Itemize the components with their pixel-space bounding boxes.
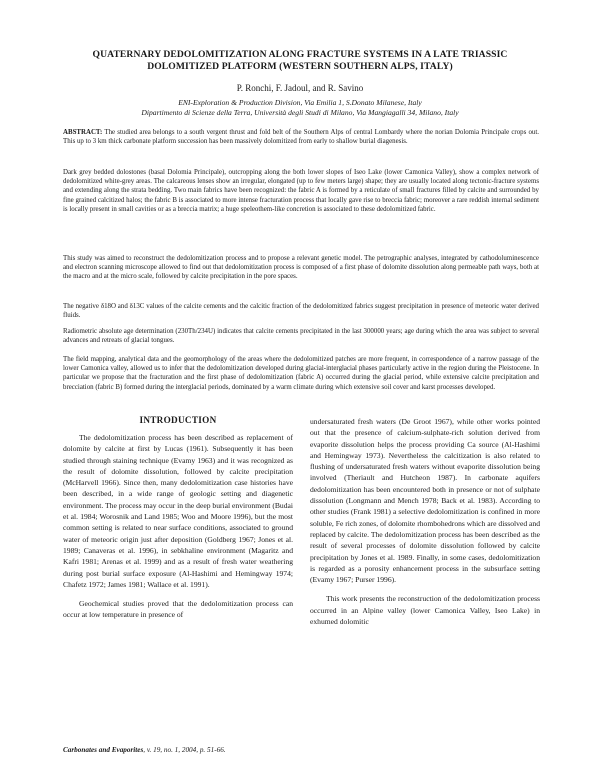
left-column	[63, 432, 293, 621]
abstract-paragraph-6: The field mapping, analytical data and the geomorphology of the areas where the dedolomitized patches are more frequent, in correspondence of a narrow passage of the lower Camonica valley, allowed us to infer that the dedolomitization developed during glacial-interglacial phases particularly active in the region during the Pleistocene. In particular we propose that the fracturation and the first phase of dedolomitization (fabric A) occurred during the glacial period, while extensive calcite precipitation and brecciation (fabric B) formed during the interglacial periods, dominated by a warm climate during which extensive soil cover and karst processes developed.	[63, 356, 539, 391]
abstract-paragraph-5: Radiometric absolute age determination (230Th/234U) indicates that calcite cements precipitated in the last 300000 years; age during which the area was subject to several advances and retreats of glacial tongues.	[63, 328, 539, 345]
intro-right-paragraph-1: undersaturated fresh waters (De Groot 1967), while other works pointed out that the presence of calcium-sulphate-rich solution derived from evaporite dissolution helps the process providing Ca source (Al-Hashimi and Hemingway 1973). Nevertheless the calcitization is also related to flushing of undersaturated fresh waters without evaporite dissolution being involved (Theriault and Hutcheon 1987). In carbonate aquifers dedolomitization has been encountered both in presence or not of sulphate dissolution (Longmann and Mench 1978; Back et al. 1983). According to other studies (Frank 1981) a selective dedolomitization is confined in more soluble, Fe rich zones, of dolomite rhombohedrons which are dissolved and replaced by calcite. The dedolomitization process has been described as the result of several processes of dolomite dissolution followed by calcite precipitation by Jones et al. 1989. Finally, in some cases, dedolomitization is regarded as a porosity enhancement process in the subsurface setting (Evamy 1967; Purser 1996).	[310, 417, 540, 585]
abstract-paragraph-3: This study was aimed to reconstruct the dedolomitization process and to propose a relevant genetic model. The petrographic analyses, integrated by cathodoluminescence and electron scanning microscope allowed to find out that dedolomitization process is composed of a first phase of dolomite dissolution along permeable path ways, both at the macro and at the micro scale, followed by calcite precipitation in the pore spaces.	[63, 255, 539, 281]
author-list: P. Ronchi, F. Jadoul, and R. Savino	[236, 83, 364, 93]
section-heading-introduction: INTRODUCTION	[139, 415, 217, 425]
journal-footer	[63, 746, 226, 754]
abstract-text-1: The studied area belongs to a south vergent thrust and fold belt of the Southern Alps of central Lombardy where the norian Dolomia Principale crops out. This up to 3 km thick carbonate platform succession has been massively dolomitized from early to shallow burial diagenesis.	[63, 129, 539, 146]
title-line-2: DOLOMITIZED PLATFORM (WESTERN SOUTHERN ALPS, ITALY)	[147, 61, 453, 72]
journal-citation: , v. 19, no. 1, 2004, p. 51-66.	[143, 746, 226, 754]
abstract-paragraph-1	[63, 128, 539, 146]
abstract-paragraph-4: The negative δ18O and δ13C values of the calcite cements and the calcitic fraction of the dedolomitized fabrics suggest precipitation in presence of meteoric water derived fluids.	[63, 303, 539, 320]
affiliations	[60, 98, 540, 118]
intro-right-paragraph-2: This work presents the reconstruction of the dedolomitization process occurred in an Alpine valley (lower Camonica Valley, Iseo Lake) in exhumed dolomitic	[310, 594, 540, 627]
affiliation-1: ENI-Exploration & Production Division, Via Emilia 1, S.Donato Milanese, Italy	[178, 98, 422, 107]
paper-title	[60, 49, 540, 73]
affiliation-2: Dipartimento di Scienze della Terra, Università degli Studi di Milano, Via Mangiagalli 34, Milano, Italy	[141, 108, 459, 117]
abstract-label: ABSTRACT:	[63, 129, 103, 136]
abstract-paragraph-2: Dark grey bedded dolostones (basal Dolomia Principale), outcropping along the both lower slopes of Iseo Lake (lower Camonica Valley), show a complex network of dedolomitized white-grey areas. The calcareous lenses show an irregular, elongated (up to few meters large) shape; they are usually located along tectonic-fracture systems and extending along the strata bedding. Two main fabrics have been recognized: the fabric A is formed by a reticulate of small fractures filled by calcite and surrounded by fine grained calcitized halos; the fabric B is associated to more intense fracturation process that locally gave rise to breccia fabric; moreover a rare reddish internal sediment is locally present in small cavities or as a breccia matrix; a huge speleothem-like concretion is associated to these dedolomitized fabric.	[63, 169, 539, 213]
journal-name: Carbonates and Evaporites	[63, 746, 144, 754]
intro-left-paragraph-2: Geochemical studies proved that the dedolomitization process can occur at low temperature in presence of	[63, 599, 293, 620]
title-line-1: QUATERNARY DEDOLOMITIZATION ALONG FRACTURE SYSTEMS IN A LATE TRIASSIC	[92, 49, 508, 60]
intro-left-paragraph-1: The dedolomitization process has been described as replacement of dolomite by calcite at first by Lucas (1961). Subsequently it has been studied through staining technique (Evamy 1963) and it was recognized as the result of dolomite dissolution, followed by calcite precipitation (McHarvell 1966). Since then, many dedolomitization case histories have been described, in a wide range of geologic setting and diagenetic environment. The process may occur in the deep burial environment (Budai et al. 1984; Worosnik and Land 1985; Woo and Moore 1996), but the most common setting is related to near surface conditions, associated to ground water of meteoric origin just after deposition (Goldberg 1967; Jones et al. 1989; Canaveras et al. 1996), in sebkhaline environment (Magaritz and Kafri 1981; Arenas et al. 1999) and as a result of fresh water weathering during post burial surface exposure (Al-Hashimi and Hemingway 1974; Chafetz 1972; James 1981; Wallace et al. 1991).	[63, 433, 293, 589]
right-column	[310, 416, 540, 627]
